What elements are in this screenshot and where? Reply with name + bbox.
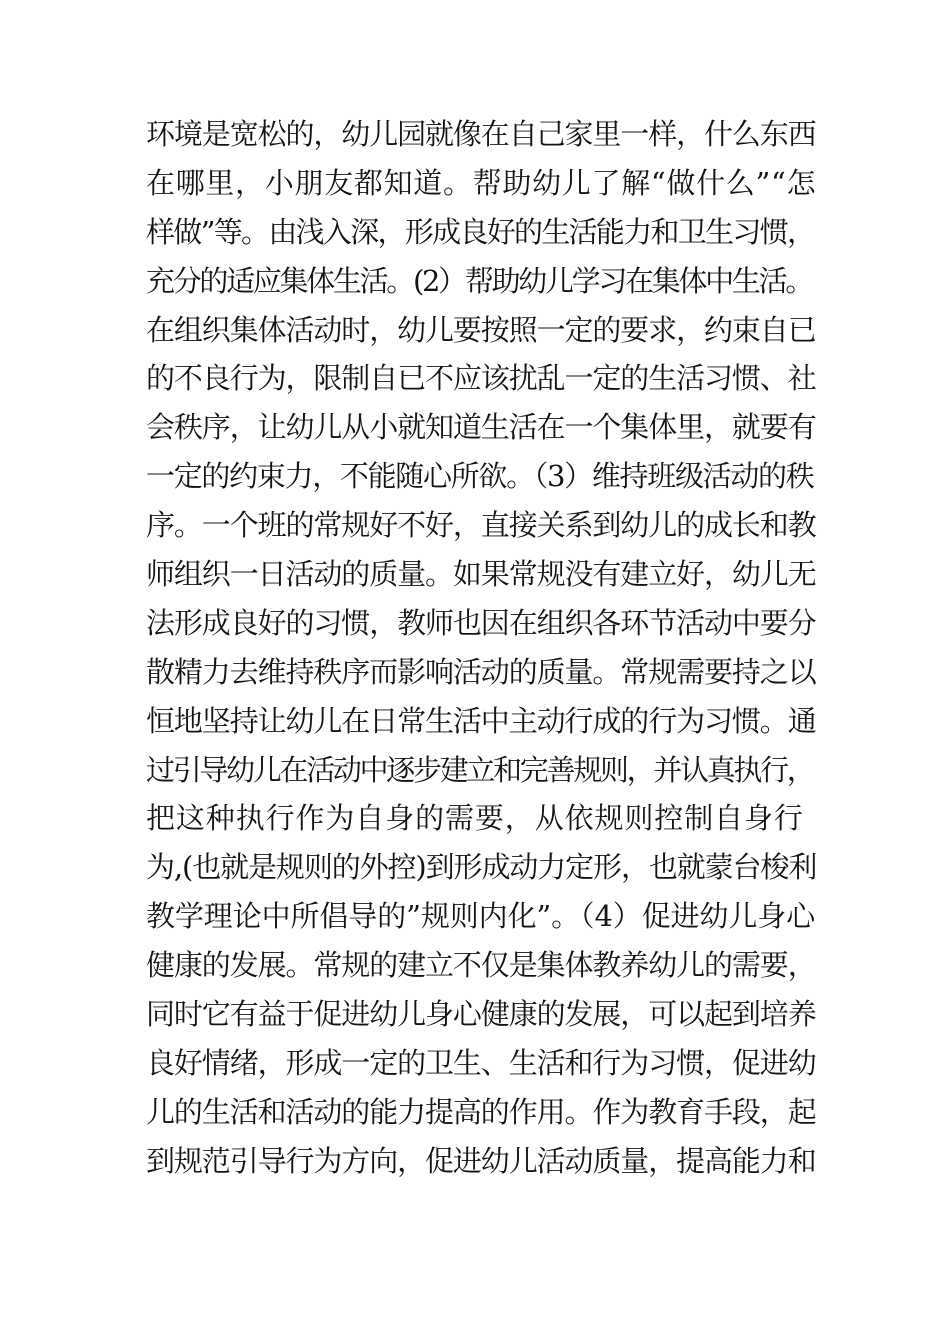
text-line: 一定的约束力，不能随心所欲。（3）维持班级活动的秩 [146, 459, 814, 494]
text-line: 散精力去维持秩序而影响活动的质量。常规需要持之以 [146, 654, 816, 689]
text-line: 师组织一日活动的质量。如果常规没有建立好，幼儿无 [146, 557, 816, 592]
text-line: 儿的生活和活动的能力提高的作用。作为教育手段，起 [146, 1094, 816, 1129]
text-line: 为,(也就是规则的外控)到形成动力定形，也就蒙台梭利 [146, 850, 817, 885]
text-line: 会秩序，让幼儿从小就知道生活在一个集体里，就要有 [146, 410, 816, 445]
text-line: 恒地坚持让幼儿在日常生活中主动行成的行为习惯。通 [146, 703, 816, 738]
text-line: 同时它有益于促进幼儿身心健康的发展，可以起到培养 [146, 997, 816, 1032]
body-text [146, 110, 816, 1186]
text-line: 在哪里，小朋友都知道。帮助幼儿了解“做什么”“怎 [146, 165, 817, 200]
text-line: 的不良行为，限制自已不应该扰乱一定的生活习惯、社 [146, 361, 816, 396]
text-line: 环境是宽松的，幼儿园就像在自己家里一样，什么东西 [146, 117, 816, 151]
text-line: 教学理论中所倡导的”规则内化”。（4）促进幼儿身心 [146, 899, 816, 934]
text-line: 过引导幼儿在活动中逐步建立和完善规则，并认真执行， [146, 752, 814, 787]
text-line: 到规范引导行为方向，促进幼儿活动质量，提高能力和 [146, 1143, 816, 1178]
text-line: 法形成良好的习惯，教师也因在组织各环节活动中要分 [146, 605, 816, 640]
text-line: 充分的适应集体生活。(2）帮助幼儿学习在集体中生活。 [146, 263, 812, 298]
text-line: 样做”等。由浅入深，形成良好的生活能力和卫生习惯， [146, 214, 815, 249]
text-line: 把这种执行作为自身的需要，从依规则控制自身行 [146, 801, 804, 836]
text-line: 健康的发展。常规的建立不仅是集体教养幼儿的需要， [146, 948, 816, 983]
text-line: 序。一个班的常规好不好，直接关系到幼儿的成长和教 [146, 508, 816, 543]
text-line: 在组织集体活动时，幼儿要按照一定的要求，约束自已 [146, 312, 816, 347]
text-line: 良好情绪，形成一定的卫生、生活和行为习惯，促进幼 [146, 1045, 816, 1080]
